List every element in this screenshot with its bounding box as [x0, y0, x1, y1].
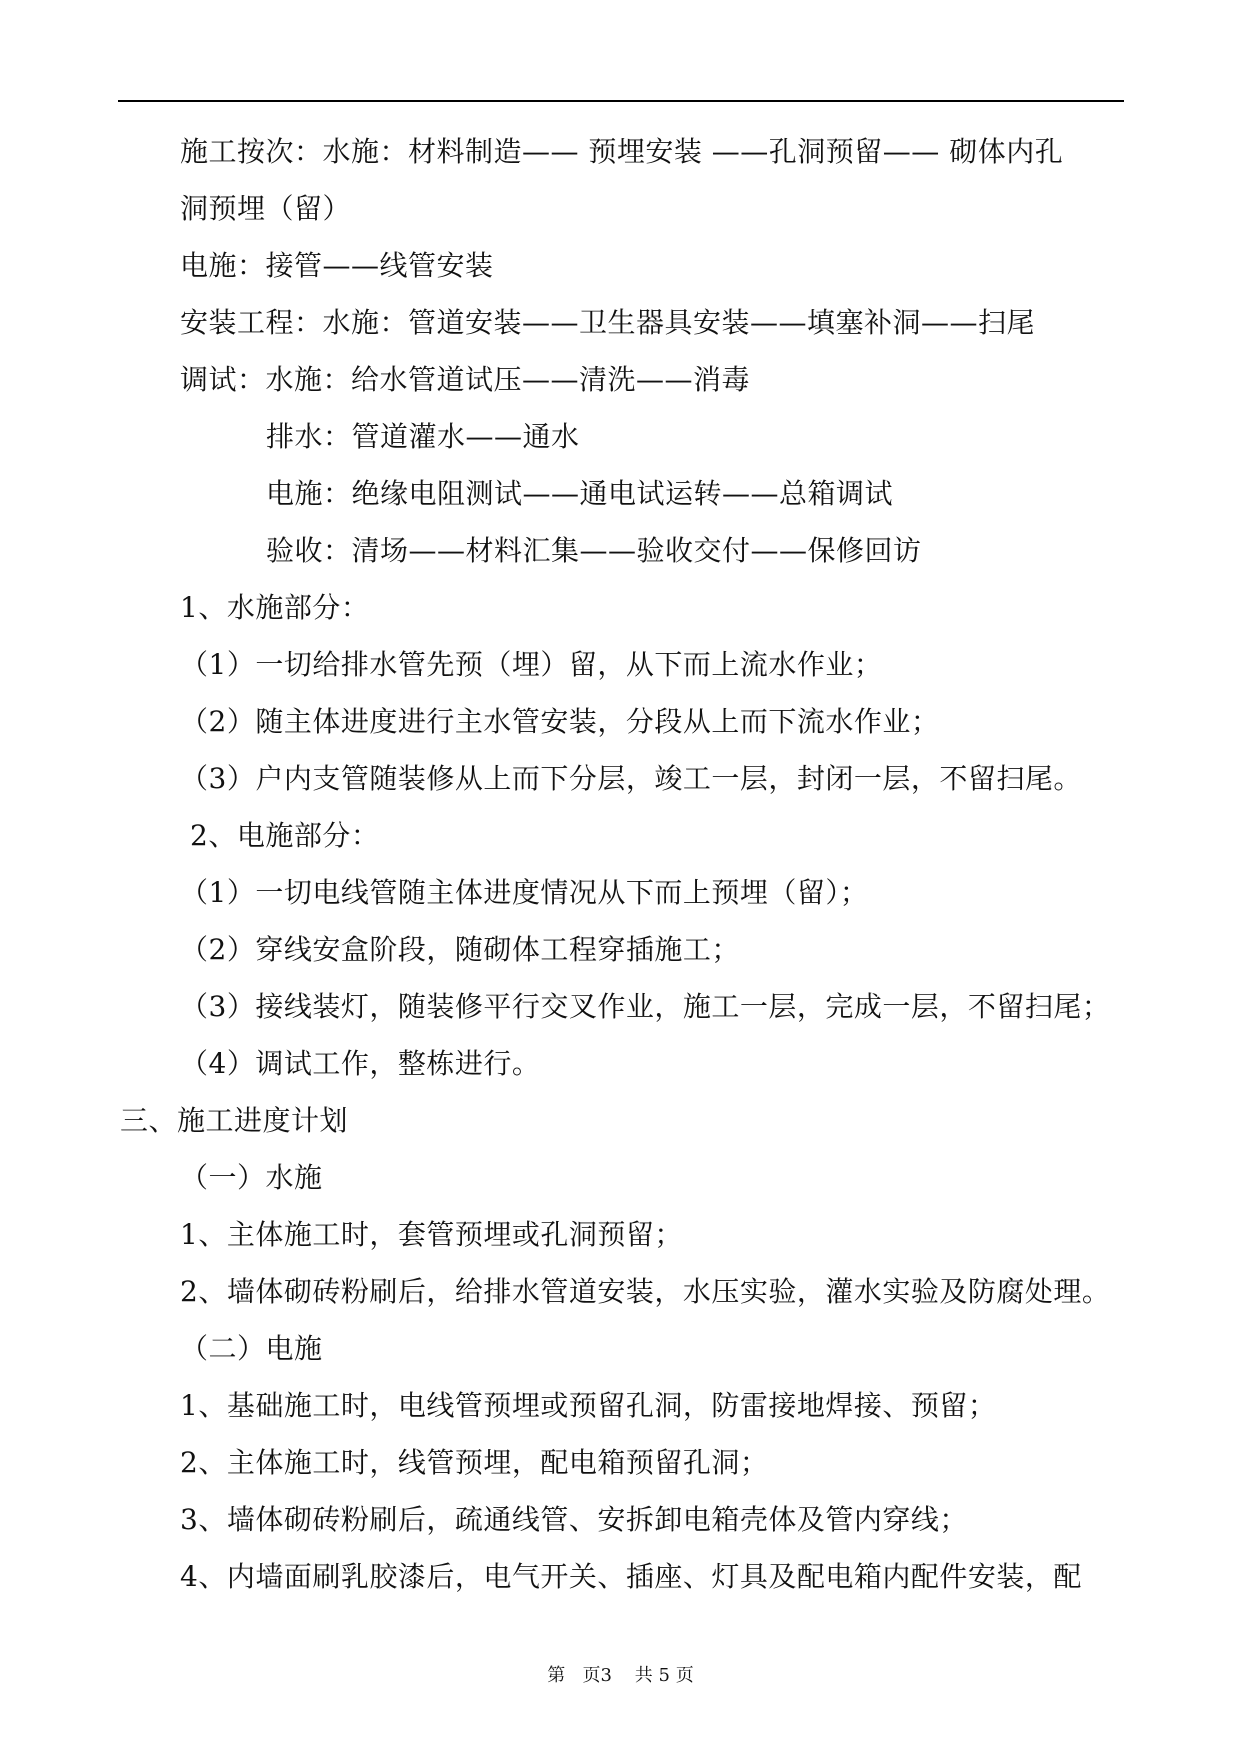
- list-item-electrical-3: （3）接线装灯，随装修平行交叉作业，施工一层，完成一层，不留扫尾；: [180, 990, 1111, 1023]
- section-water-part: 1、水施部分：: [180, 591, 370, 624]
- header-rule: [118, 100, 1124, 102]
- schedule-water-2: 2、墙体砌砖粉刷后，给排水管道安装，水压实验，灌水实验及防腐处理。: [180, 1275, 1111, 1308]
- list-item-electrical-4: （4）调试工作，整栋进行。: [180, 1047, 541, 1080]
- page-number-footer: 第 页3 共 5 页: [547, 1665, 694, 1686]
- list-item-water-3: （3）户内支管随装修从上而下分层，竣工一层，封闭一层，不留扫尾。: [180, 762, 1082, 795]
- text-line-installation-works: 安装工程：水施：管道安装——卫生器具安装——填塞补洞——扫尾: [180, 306, 1036, 339]
- subsection-water: （一）水施: [180, 1161, 323, 1194]
- list-item-water-2: （2）随主体进度进行主水管安装，分段从上而下流水作业；: [180, 705, 940, 738]
- list-item-water-1: （1）一切给排水管先预（埋）留，从下而上流水作业；: [180, 648, 883, 681]
- schedule-electrical-2: 2、主体施工时，线管预埋，配电箱预留孔洞；: [180, 1446, 769, 1479]
- list-item-electrical-1: （1）一切电线管随主体进度情况从下而上预埋（留）；: [180, 876, 869, 909]
- text-line-commissioning-electrical: 电施：绝缘电阻测试——通电试运转——总箱调试: [266, 477, 894, 510]
- subsection-electrical: （二）电施: [180, 1332, 323, 1365]
- text-line-construction-sequence-cont: 洞预埋（留）: [180, 192, 352, 225]
- text-line-construction-sequence: 施工按次：水施：材料制造—— 预埋安装 ——孔洞预留—— 砌体内孔: [180, 135, 1064, 168]
- text-line-acceptance: 验收：清场——材料汇集——验收交付——保修回访: [266, 534, 922, 567]
- text-line-electrical-pipe: 电施：接管——线管安装: [180, 249, 494, 282]
- list-item-electrical-2: （2）穿线安盒阶段，随砌体工程穿插施工；: [180, 933, 740, 966]
- section-electrical-part: 2、电施部分：: [190, 819, 380, 852]
- section-heading-schedule: 三、施工进度计划: [120, 1104, 349, 1137]
- schedule-electrical-1: 1、基础施工时，电线管预埋或预留孔洞，防雷接地焊接、预留；: [180, 1389, 997, 1422]
- schedule-electrical-3: 3、墙体砌砖粉刷后，疏通线管、安拆卸电箱壳体及管内穿线；: [180, 1503, 968, 1536]
- text-line-commissioning-drainage: 排水：管道灌水——通水: [266, 420, 580, 453]
- schedule-electrical-4: 4、内墙面刷乳胶漆后，电气开关、插座、灯具及配电箱内配件安装，配: [180, 1560, 1082, 1593]
- text-line-commissioning-water: 调试：水施：给水管道试压——清洗——消毒: [180, 363, 751, 396]
- schedule-water-1: 1、主体施工时，套管预埋或孔洞预留；: [180, 1218, 683, 1251]
